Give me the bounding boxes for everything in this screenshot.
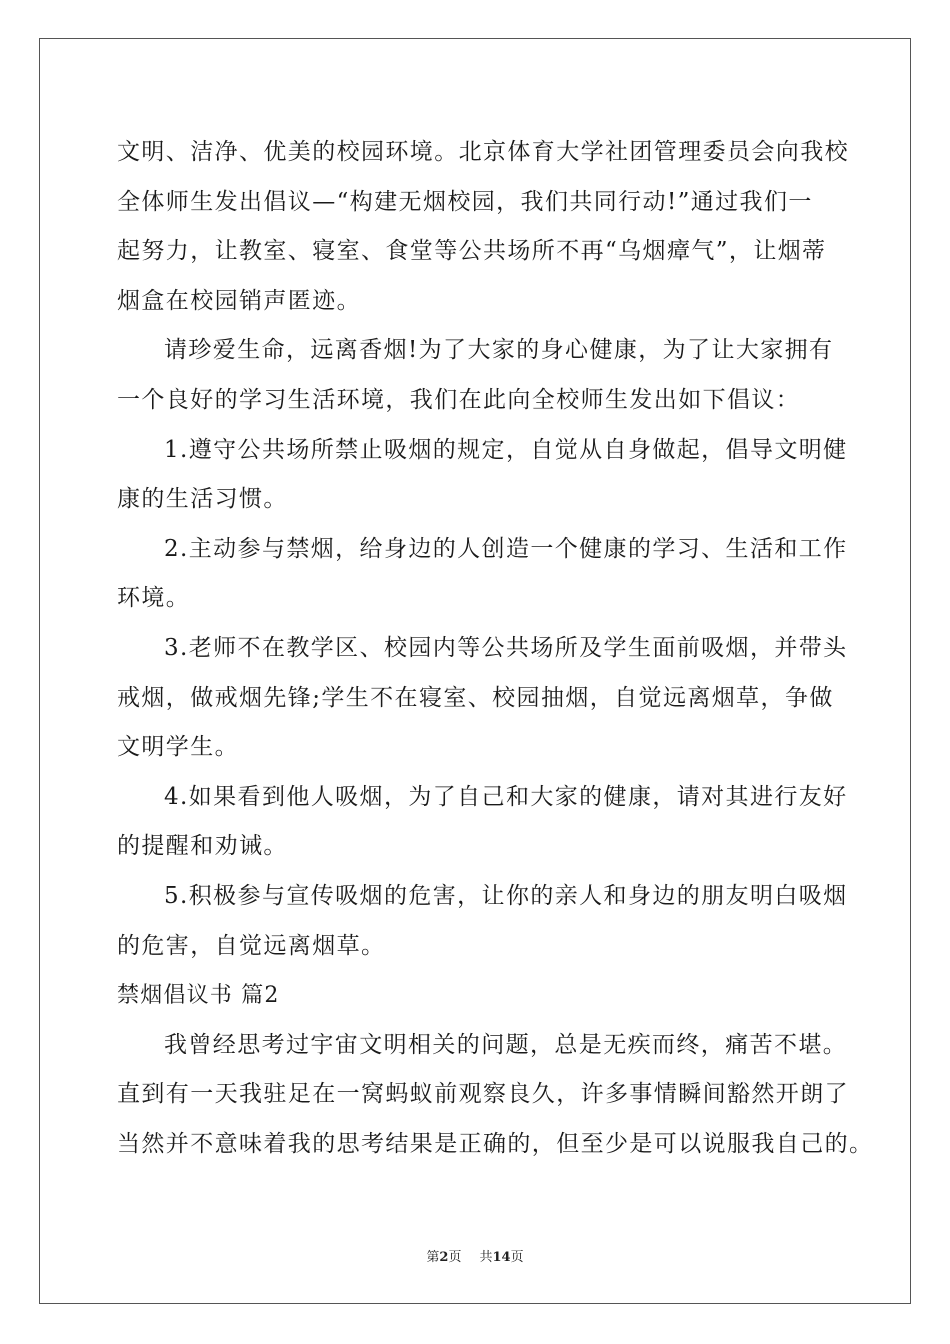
list-item-4-start: 4.如果看到他人吸烟，为了自己和大家的健康，请对其进行友好: [164, 783, 848, 810]
paragraph-start: 我曾经思考过宇宙文明相关的问题，总是无疾而终，痛苦不堪。: [164, 1031, 848, 1058]
body-line: 文明、洁净、优美的校园环境。北京体育大学社团管理委员会向我校: [117, 139, 849, 165]
body-line: 戒烟，做戒烟先锋;学生不在寝室、校园抽烟，自觉远离烟草，争做: [117, 684, 834, 711]
body-line: 文明学生。: [117, 734, 239, 761]
current-page-number: 2: [439, 1250, 449, 1265]
list-item-1-start: 1.遵守公共场所禁止吸烟的规定，自觉从自身做起，倡导文明健: [164, 436, 848, 463]
body-line: 康的生活习惯。: [117, 486, 288, 513]
footer-prefix: 第: [426, 1250, 440, 1265]
body-line: 当然并不意味着我的思考结果是正确的，但至少是可以说服我自己的。: [117, 1130, 874, 1157]
paragraph-start: 请珍爱生命，远离香烟!为了大家的身心健康，为了让大家拥有: [164, 337, 834, 364]
footer-total-suffix: 页: [510, 1250, 524, 1265]
body-line: 环境。: [117, 585, 191, 612]
list-item-2-start: 2.主动参与禁烟，给身边的人创造一个健康的学习、生活和工作: [164, 535, 848, 562]
body-line: 烟盒在校园销声匿迹。: [117, 287, 361, 314]
list-item-3-start: 3.老师不在教学区、校园内等公共场所及学生面前吸烟，并带头: [164, 634, 848, 661]
total-pages-number: 14: [492, 1250, 511, 1265]
body-line: 的危害，自觉远离烟草。: [117, 932, 386, 959]
page-footer: [0, 1246, 950, 1265]
body-line: 起努力，让教室、寝室、食堂等公共场所不再“乌烟瘴气”，让烟蒂: [117, 238, 827, 265]
list-item-5-start: 5.积极参与宣传吸烟的危害，让你的亲人和身边的朋友明白吸烟: [164, 882, 848, 909]
document-body: [117, 128, 874, 1169]
body-line: 一个良好的学习生活环境，我们在此向全校师生发出如下倡议：: [117, 386, 801, 413]
body-line: 的提醒和劝诫。: [117, 833, 288, 860]
footer-total-prefix: 共: [479, 1250, 493, 1265]
footer-page-suffix: 页: [448, 1250, 462, 1265]
section-heading: 禁烟倡议书 篇2: [117, 983, 280, 1009]
body-line: 直到有一天我驻足在一窝蚂蚁前观察良久，许多事情瞬间豁然开朗了: [117, 1081, 849, 1108]
body-line: 全体师生发出倡议—“构建无烟校园，我们共同行动!”通过我们一: [117, 188, 813, 215]
